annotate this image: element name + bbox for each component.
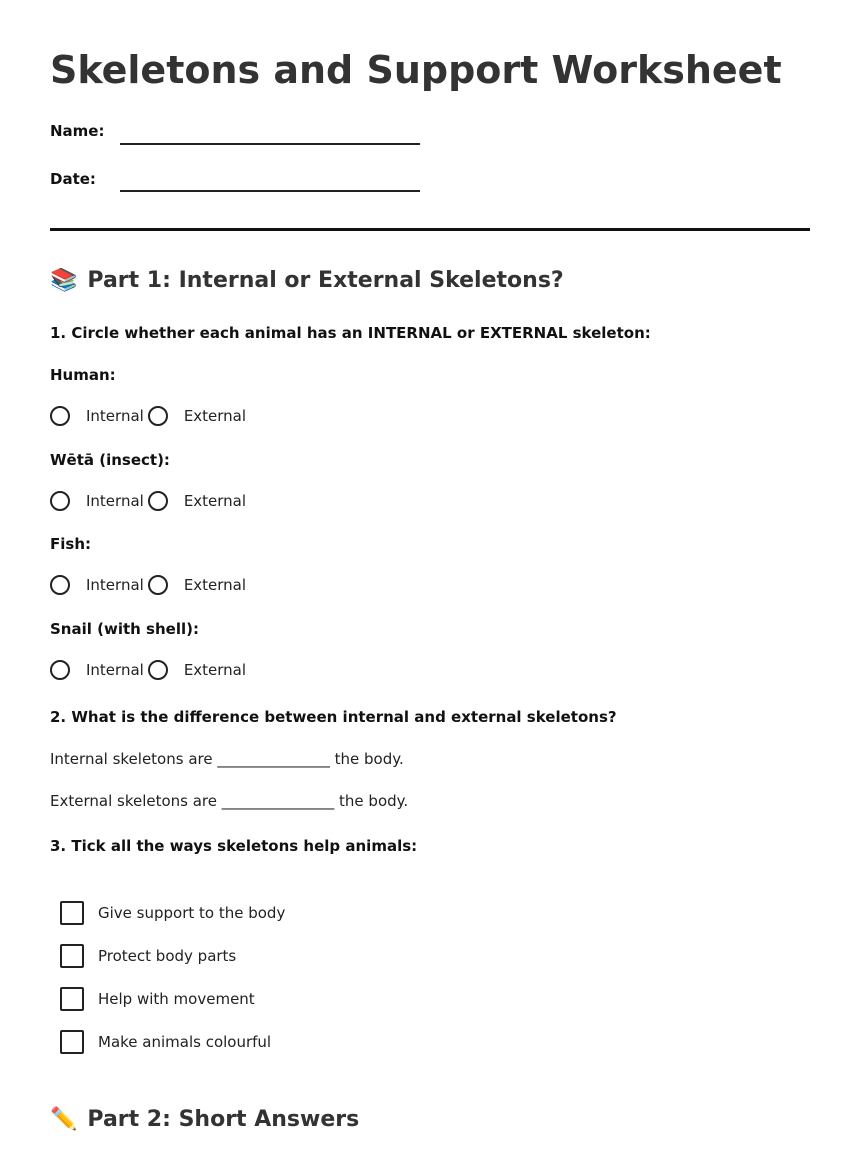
radio-label-external: External: [183, 407, 247, 425]
animal-label-snail: Snail (with shell):: [50, 620, 199, 638]
checkbox-protect[interactable]: [60, 944, 84, 968]
animal-label-weta: Wētā (insect):: [50, 451, 170, 469]
radio-group-snail: [50, 660, 250, 680]
checkbox-support[interactable]: [60, 901, 84, 925]
checkbox-item-movement: [60, 987, 255, 1011]
radio-external-snail[interactable]: [148, 660, 168, 680]
pencil-icon: ✏️: [50, 1107, 78, 1132]
radio-label-internal: Internal: [86, 661, 144, 679]
radio-internal-snail[interactable]: [50, 660, 70, 680]
radio-label-internal: Internal: [86, 407, 144, 425]
radio-external-fish[interactable]: [148, 575, 168, 595]
checkbox-item-protect: [60, 944, 236, 968]
radio-internal-human[interactable]: [50, 406, 70, 426]
checkbox-movement[interactable]: [60, 987, 84, 1011]
fill-in-external[interactable]: External skeletons are _______________ the body.: [50, 792, 409, 810]
checkbox-colourful[interactable]: [60, 1030, 84, 1054]
question-3: 3. Tick all the ways skeletons help animals:: [50, 837, 418, 855]
radio-label-external: External: [183, 661, 247, 679]
radio-label-internal: Internal: [86, 492, 144, 510]
checkbox-label-colourful: Make animals colourful: [98, 1033, 272, 1051]
radio-external-weta[interactable]: [148, 491, 168, 511]
fill-in-internal[interactable]: Internal skeletons are _______________ the body.: [50, 750, 404, 768]
radio-internal-weta[interactable]: [50, 491, 70, 511]
radio-label-external: External: [183, 492, 247, 510]
radio-label-internal: Internal: [86, 576, 144, 594]
checkbox-item-colourful: [60, 1030, 271, 1054]
radio-external-human[interactable]: [148, 406, 168, 426]
radio-group-human: [50, 406, 250, 426]
divider: [50, 228, 810, 231]
checkbox-label-protect: Protect body parts: [98, 947, 237, 965]
animal-label-human: Human:: [50, 366, 116, 384]
animal-label-fish: Fish:: [50, 535, 91, 553]
name-field-line[interactable]: [120, 143, 420, 145]
radio-label-external: External: [183, 576, 247, 594]
question-1: 1. Circle whether each animal has an INTERNAL or EXTERNAL skeleton:: [50, 324, 651, 342]
date-field-line[interactable]: [120, 190, 420, 192]
checkbox-label-support: Give support to the body: [98, 904, 286, 922]
part1-heading: [50, 268, 564, 293]
question-2: 2. What is the difference between internal and external skeletons?: [50, 708, 617, 726]
books-icon: 📚: [50, 268, 78, 293]
radio-group-weta: [50, 491, 250, 511]
radio-group-fish: [50, 575, 250, 595]
worksheet-title: Skeletons and Support Worksheet: [50, 48, 782, 92]
name-label: Name:: [50, 122, 105, 140]
part1-heading-text: Part 1: Internal or External Skeletons?: [87, 268, 564, 293]
radio-internal-fish[interactable]: [50, 575, 70, 595]
date-label: Date:: [50, 170, 96, 188]
checkbox-item-support: [60, 901, 285, 925]
part2-heading-text: Part 2: Short Answers: [87, 1107, 360, 1132]
part2-heading: [50, 1107, 359, 1132]
checkbox-label-movement: Help with movement: [98, 990, 255, 1008]
